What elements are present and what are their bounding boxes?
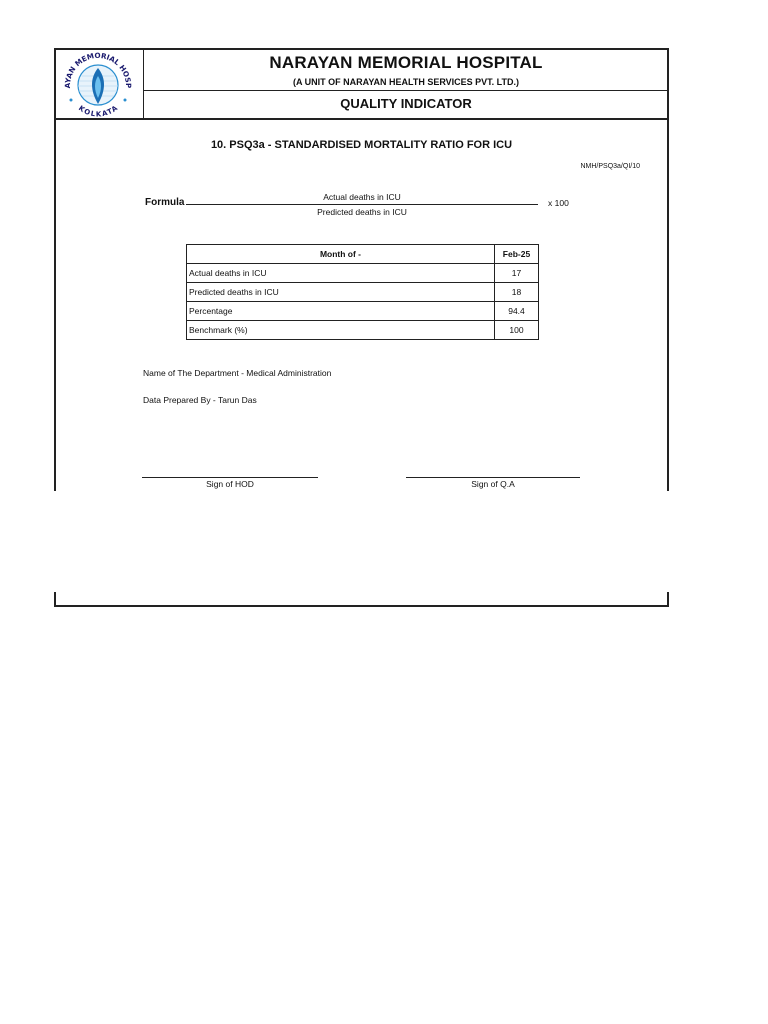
section-title: QUALITY INDICATOR	[340, 96, 472, 111]
table-cell-value: 100	[495, 321, 539, 340]
formula-denominator: Predicted deaths in ICU	[317, 207, 407, 217]
table-row	[187, 264, 539, 283]
hod-signature-line	[142, 477, 318, 478]
frame-right-border	[667, 119, 669, 491]
formula-multiplier: x 100	[548, 198, 569, 208]
table-cell-label: Predicted deaths in ICU	[187, 283, 495, 302]
table-row	[187, 302, 539, 321]
indicator-table	[186, 244, 539, 340]
logo-cell	[54, 48, 144, 120]
table-cell-label: Benchmark (%)	[187, 321, 495, 340]
table-cell-label: Actual deaths in ICU	[187, 264, 495, 283]
document-code: NMH/PSQ3a/QI/10	[580, 163, 640, 170]
formula-label: Formula	[145, 197, 185, 208]
hospital-logo-icon	[54, 48, 142, 118]
table-header-row	[187, 245, 539, 264]
table-header-cell: Feb-25	[495, 245, 539, 264]
hospital-subtitle: (A UNIT OF NARAYAN HEALTH SERVICES PVT. LTD.)	[292, 77, 520, 87]
qa-signature-line	[406, 477, 580, 478]
svg-text:NARAYAN MEMORIAL HOSPITAL: AYAN MEMORIAL HOSP	[62, 50, 134, 89]
frame-bottom-border	[54, 605, 669, 607]
formula-fraction-line	[186, 204, 538, 205]
document-title: 10. PSQ3a - STANDARDISED MORTALITY RATIO FOR ICU	[210, 139, 513, 151]
frame-left-border	[54, 119, 56, 491]
table-header-cell: Month of -	[187, 245, 495, 264]
table-cell-value: 94.4	[495, 302, 539, 321]
svg-text:KOLKATA: KOLKATA	[76, 104, 120, 118]
hod-signature-label: Sign of HOD	[206, 479, 254, 489]
table-row	[187, 283, 539, 302]
table-row	[187, 321, 539, 340]
hospital-name: NARAYAN MEMORIAL HOSPITAL	[269, 53, 543, 72]
prepared-by: Data Prepared By - Tarun Das	[143, 395, 257, 405]
header-divider	[143, 90, 669, 91]
table-cell-label: Percentage	[187, 302, 495, 321]
department-name: Name of The Department - Medical Administration	[143, 368, 332, 378]
table-cell-value: 17	[495, 264, 539, 283]
formula-numerator: Actual deaths in ICU	[323, 192, 401, 202]
table-cell-value: 18	[495, 283, 539, 302]
qa-signature-label: Sign of Q.A	[471, 479, 515, 489]
